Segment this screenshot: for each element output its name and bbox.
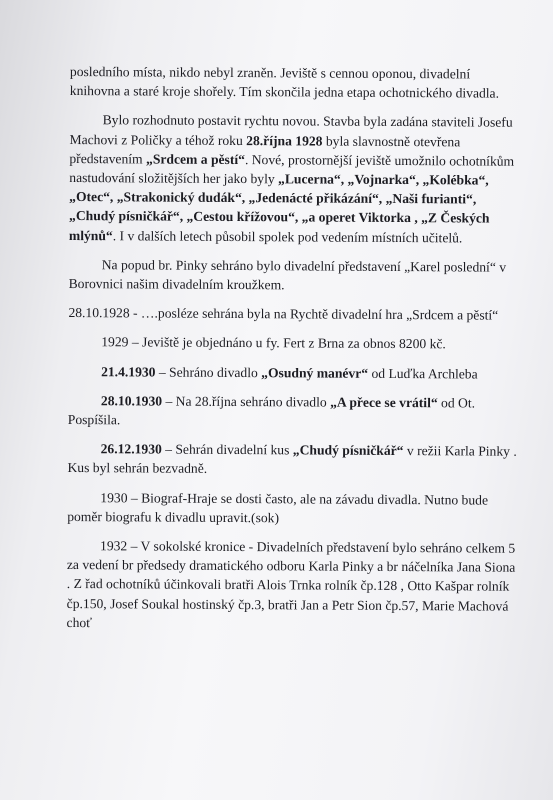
document-body	[66, 62, 520, 645]
text-run: posledního místa, nikdo nebyl zraněn. Jeviště s cennou oponou, divadelní knihovna a staré kroje shořely. Tím skončila jedna etapa ochotnického divadla.	[69, 63, 500, 101]
paragraph-p4	[68, 303, 518, 325]
paragraph-p5	[68, 332, 518, 354]
text-run: od Ot. Pospíšila.	[67, 395, 476, 428]
text-run: Na popud br. Pinky sehráno bylo divadelní představení „Karel poslední“ v Borovnici našim divadelním kroužkem.	[68, 257, 507, 293]
paragraph-p10	[67, 536, 518, 635]
text-run: byla slavnostně otevřena představením	[69, 133, 461, 167]
paragraph-p3	[69, 255, 519, 296]
bold-text-run: 21.4.1930	[101, 363, 156, 380]
text-run: . I v dalších letech působil spolek pod vedením místních učitelů.	[112, 227, 463, 246]
bold-text-run: 26.12.1930	[100, 441, 162, 457]
text-run: – Sehráno divadlo	[155, 364, 262, 380]
bold-text-run: 28.10.1930	[100, 393, 163, 409]
bold-text-run: „Osudný manévr“	[261, 364, 369, 381]
bold-text-run: 28.října 1928	[246, 132, 323, 149]
text-run: 1930 – Biograf-Hraje se dosti často, ale na závadu divadla. Nutno bude poměr biografu k divadlu upravit.(sok)	[67, 489, 489, 526]
paragraph-p2	[69, 110, 520, 247]
text-run: 28.10.1928 - ….posléze sehrána byla na Rychtě divadelní hra „Srdcem a pěstí“	[68, 305, 499, 323]
text-run: Bylo rozhodnuto postavit rychtu novou. Stavba byla zadána staviteli Josefu Machovi z Poličky a téhož roku	[69, 112, 513, 148]
paragraph-p1	[70, 62, 520, 103]
bold-text-run: „Lucerna“, „Vojnarka“, „Kolébka“, „Otec“, „Strakonický dudák“, „Jedenácté přikázání“, „Naši furianti“, „Chudý písničkář“, „Cestou křížovou“, „a operet Viktorka , „Z Českých mlýnů“	[68, 171, 490, 243]
bold-text-run: „A přece se vrátil“	[330, 394, 438, 411]
paragraph-p8	[67, 439, 517, 480]
text-run: – Na 28.října sehráno divadlo	[162, 393, 331, 410]
bold-text-run: „Srdcem a pěstí“	[146, 151, 246, 167]
text-run: v režii Karla Pinky . Kus byl sehrán bezvadně.	[67, 443, 517, 477]
bold-text-run: „Chudý písničkář“	[292, 442, 404, 459]
paragraph-p7	[68, 391, 518, 432]
text-run: 1929 – Jeviště je objednáno u fy. Fert z Brna za obnos 8200 kč.	[101, 334, 446, 352]
text-run: od Luďka Archleba	[368, 365, 478, 382]
text-run: 1932 – V sokolské kronice - Divadelních představení bylo sehráno celkem 5 za vedení br předsedy dramatického odboru Karla Pinky a br náčelníka Jana Siona . Z řad ochotníků účinkovali bratři Alois Trnka rolník čp.128 , Otto Kašpar rolník čp.150, Josef Soukal hostinský čp.3, bratři Jan a Petr Sion čp.57, Marie Machová choť	[66, 538, 516, 631]
paragraph-p6	[68, 362, 518, 384]
text-run: – Sehrán divadelní kus	[161, 441, 293, 458]
text-run: . Nové, prostornější jeviště umožnilo ochotníkům nastudování složitějších her jako byly	[69, 151, 515, 187]
paragraph-p9	[67, 488, 517, 529]
